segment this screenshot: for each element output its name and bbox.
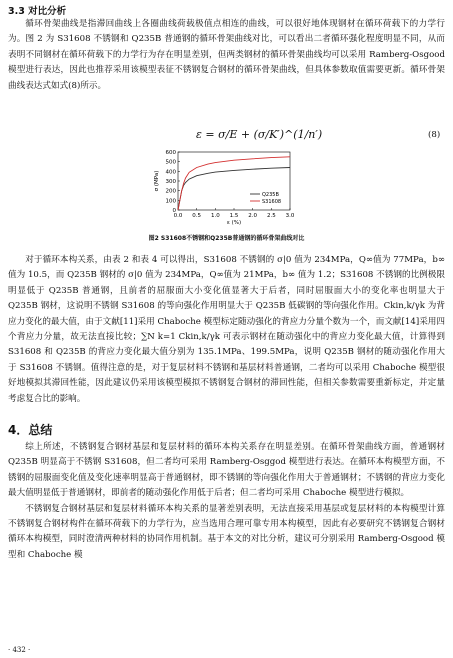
y-axis-label: σ (MPa) <box>154 170 160 192</box>
paragraph-text: 对于循环本构关系，由表 2 和表 4 可以得出，S31608 不锈钢的 σ|0 值为 234MPa，Q∞值为 77MPa，b∞ 值为 10.5，而 Q235B 钢材的 σ|0 值为 234MPa，Q∞值为 21MPa，b∞ 值为 1.2；S31608 不锈钢的比例极限明显低于 Q235B 普通钢，且前者的屈服面大小变化值显著大于后者，同时屈服面大小的变化率也明显大于 Q235B 钢材，这说明不锈钢 S31608 的等向强化作用明显大于 Q235B 低碳钢的等向强化作用。Ckin,k/γk 为背应力变化的最大值，由于文献[11]采用 Chaboche 模型标定随动强化的背应力分量个数为一个，而文献[14]采用四个背应力分量，故无法直接比较；∑N k=1 Ckin,k/γk 可表示钢材在随动强化中的背应力变化最大值，计算得到 S31608 和 Q235B 的背应力变化最大值分别为 135.1MPa、199.5MPa，说明 Q235B 钢材的随动强化作用大于 S31608 不锈钢。值得注意的是，对于复层材料不锈钢和基层材料普通钢，二者均可以采用 Chaboche 模型很好地模拟其滞回性能，因此建议仍采用该模型模拟不锈钢复合钢材的滞回性能，但相关参数需要重新标定，并定量考虑复合比的影响。 <box>8 255 445 404</box>
legend-label: S31608 <box>262 199 282 205</box>
paragraph-constitutive <box>8 253 445 407</box>
x-tick-label: 0.0 <box>173 213 183 219</box>
y-tick-label: 0 <box>172 208 176 214</box>
x-tick-label: 0.5 <box>192 213 202 219</box>
skeleton-curve-chart <box>150 148 300 234</box>
x-tick-label: 3.0 <box>285 213 295 219</box>
y-tick-label: 400 <box>165 169 176 176</box>
y-tick-label: 200 <box>165 188 176 195</box>
section-heading-3-3: 3.3 对比分析 <box>8 6 67 17</box>
paragraph-text: 综上所述，不锈钢复合钢材基层和复层材料的循环本构关系存在明显差别。在循环骨架曲线方面，普通钢材 Q235B 明显高于不锈钢 S31608，但二者均可采用 Ramberg-Osggod 模型进行表达。在循环本构模型方面，不锈钢的屈服面变化值及变化速率明显高于普通钢材，即不锈钢的等向强化作用大于普通钢材；不锈钢的背应力变化最大值明显低于普通钢材，即前者的随动强化作用低于后者；但二者均可采用 Chaboche 模型进行模拟。 <box>8 442 445 499</box>
section-heading-4: 4．总结 <box>8 423 53 437</box>
x-tick-label: 2.0 <box>248 213 258 219</box>
legend-label: Q235B <box>262 192 279 198</box>
y-tick-label: 300 <box>165 179 176 185</box>
x-axis-label: ε (%) <box>226 220 242 226</box>
page-number: · 432 · <box>8 646 31 654</box>
y-tick-label: 100 <box>165 198 176 205</box>
paragraph-text: 不锈钢复合钢材基层和复层材料循环本构关系的显著差别表明，无法直接采用基层或复层材料的本构模型计算不锈钢复合钢材构件在循环荷载下的力学行为，应当选用合理可靠专用本构模型，因此有必要研究不锈钢复合钢材循环本构模型，同时澄清两种材料的协同作用机制。基于本文的对比分析，建议可分别采用 Ramberg-Osgood 模型和 Chaboche 模 <box>8 503 445 560</box>
x-tick-label: 1.5 <box>229 213 239 219</box>
y-tick-label: 600 <box>165 150 176 156</box>
figure-caption: 图2 S31608不锈钢和Q235B普通钢的循环骨架曲线对比 <box>148 235 305 242</box>
paragraph-summary <box>8 440 445 563</box>
x-tick-label: 1.0 <box>210 213 220 219</box>
paragraph-skeleton-curve <box>8 17 445 94</box>
paragraph-text: 循环骨架曲线是指滞回曲线上各圈曲线荷载极值点相连的曲线，可以很好地体现钢材在循环荷载下的力学行为。图 2 为 S31608 不锈钢和 Q235B 普通钢的循环骨架曲线对比，可以看出二者循环强化程度明显不同，从而表明不同钢材在循环荷载下的力学行为存在明显差别，但两类钢材的循环骨架曲线均可以采用 Ramberg-Osgood 模型进行表达，因此也推荐采用该模型表征不锈钢复合钢材的循环骨架曲线，但具体参数取值需要更新。循环骨架曲线表达式如式(8)所示。 <box>8 19 445 91</box>
equation-8: ε = σ/E + (σ/K′)^(1/n′) <box>196 128 323 141</box>
x-tick-label: 2.5 <box>266 213 276 219</box>
y-tick-label: 500 <box>165 159 176 166</box>
equation-number: (8) <box>428 130 441 140</box>
